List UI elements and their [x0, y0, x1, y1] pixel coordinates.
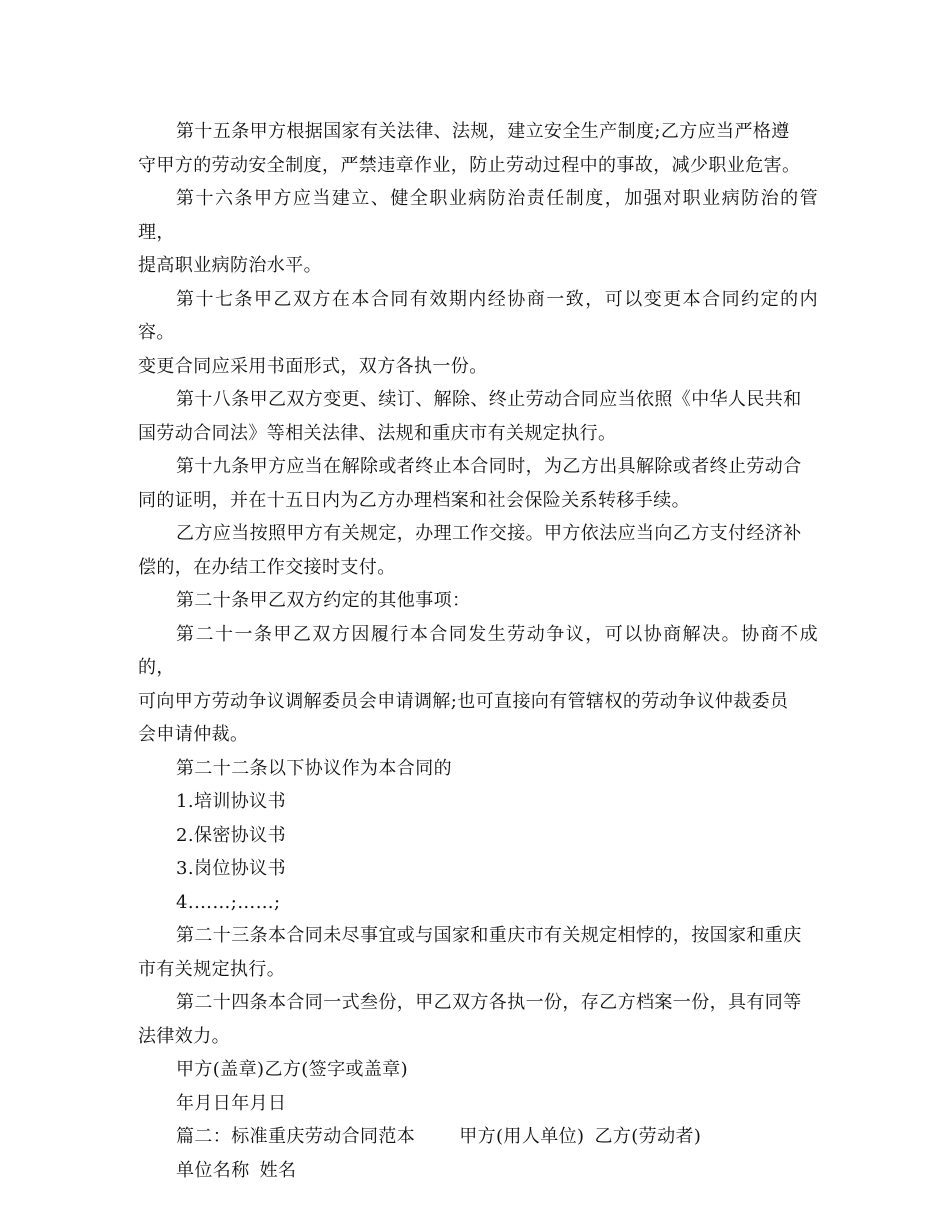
paragraph: [138, 383, 818, 450]
paragraph: [138, 752, 818, 786]
paragraph-line: 甲方(盖章)乙方(签字或盖章): [176, 1059, 409, 1080]
paragraph: [138, 182, 818, 283]
paragraph: [138, 517, 818, 584]
paragraph-line: 第二十二条以下协议作为本合同的: [176, 757, 452, 779]
paragraph-line: 第十六条甲方应当建立、健全职业病防治责任制度，加强对职业病防治的管理，: [138, 188, 818, 243]
paragraph: [138, 115, 818, 182]
party-a-label: 甲方(用人单位): [459, 1126, 585, 1147]
paragraph-line: 第二十条甲乙双方约定的其他事项：: [176, 590, 471, 611]
paragraph: [138, 584, 818, 618]
paragraph: [138, 1053, 818, 1087]
paragraph-line: 第十七条甲乙双方在本合同有效期内经协商一致，可以变更本合同约定的内容。: [138, 288, 818, 343]
paragraph-line: 2.保密协议书: [176, 824, 286, 846]
paragraph-line: 守甲方的劳动安全制度，严禁违章作业，防止劳动过程中的事故，减少职业危害。: [138, 154, 801, 176]
unit-name-label: 单位名称: [176, 1159, 250, 1181]
name-label: 姓名: [259, 1159, 297, 1181]
part2-heading-line: [138, 1120, 818, 1154]
paragraph: [138, 618, 818, 752]
paragraph-line: 市有关规定执行。: [138, 958, 286, 980]
unit-name-line: [138, 1154, 818, 1188]
paragraph: [138, 785, 818, 819]
paragraph: [138, 852, 818, 886]
paragraph: [138, 819, 818, 853]
paragraph-line: 第十五条甲方根据国家有关法律、法规，建立安全生产制度;乙方应当严格遵: [176, 121, 790, 142]
paragraph-line: 第十九条甲方应当在解除或者终止本合同时，为乙方出具解除或者终止劳动合: [176, 456, 802, 477]
paragraph-line: 会申请仲裁。: [138, 724, 249, 745]
paragraph: [138, 919, 818, 986]
paragraph-line: 乙方应当按照甲方有关规定，办理工作交接。甲方依法应当向乙方支付经济补: [176, 523, 802, 544]
paragraph-line: 3.岗位协议书: [176, 858, 286, 879]
paragraph-line: 法律效力。: [138, 1025, 230, 1047]
paragraph: [138, 986, 818, 1053]
paragraph: [138, 886, 818, 920]
paragraph-line: 偿的，在办结工作交接时支付。: [138, 556, 396, 578]
part2-title: 篇二：标准重庆劳动合同范本: [176, 1126, 416, 1147]
paragraph-line: 第二十四条本合同一式叁份，甲乙双方各执一份，存乙方档案一份，具有同等: [176, 992, 802, 1013]
paragraph-line: 第二十一条甲乙双方因履行本合同发生劳动争议，可以协商解决。协商不成的，: [138, 623, 818, 678]
paragraph-line: 第二十三条本合同未尽事宜或与国家和重庆市有关规定相悖的，按国家和重庆: [176, 925, 802, 946]
paragraph: [138, 450, 818, 517]
paragraph-line: 同的证明，并在十五日内为乙方办理档案和社会保险关系转移手续。: [138, 489, 690, 511]
paragraph: [138, 1087, 818, 1121]
paragraph: [138, 283, 818, 384]
paragraph-line: 变更合同应采用书面形式，双方各执一份。: [138, 355, 488, 377]
document-body: [138, 115, 818, 1187]
paragraph-line: 第十八条甲乙双方变更、续订、解除、终止劳动合同应当依照《中华人民共和: [176, 389, 802, 410]
paragraph-line: 1.培训协议书: [176, 791, 286, 812]
paragraph-line: 国劳动合同法》等相关法律、法规和重庆市有关规定执行。: [138, 422, 617, 444]
paragraph-line: 可向甲方劳动争议调解委员会申请调解;也可直接向有管辖权的劳动争议仲裁委员: [138, 690, 789, 712]
party-b-label: 乙方(劳动者): [594, 1126, 702, 1147]
paragraph-line: 提高职业病防治水平。: [138, 255, 322, 276]
paragraph-line: 年月日年月日: [176, 1092, 287, 1114]
paragraph-line: 4.……;……;: [176, 891, 281, 913]
paragraph-list: [138, 115, 818, 1120]
